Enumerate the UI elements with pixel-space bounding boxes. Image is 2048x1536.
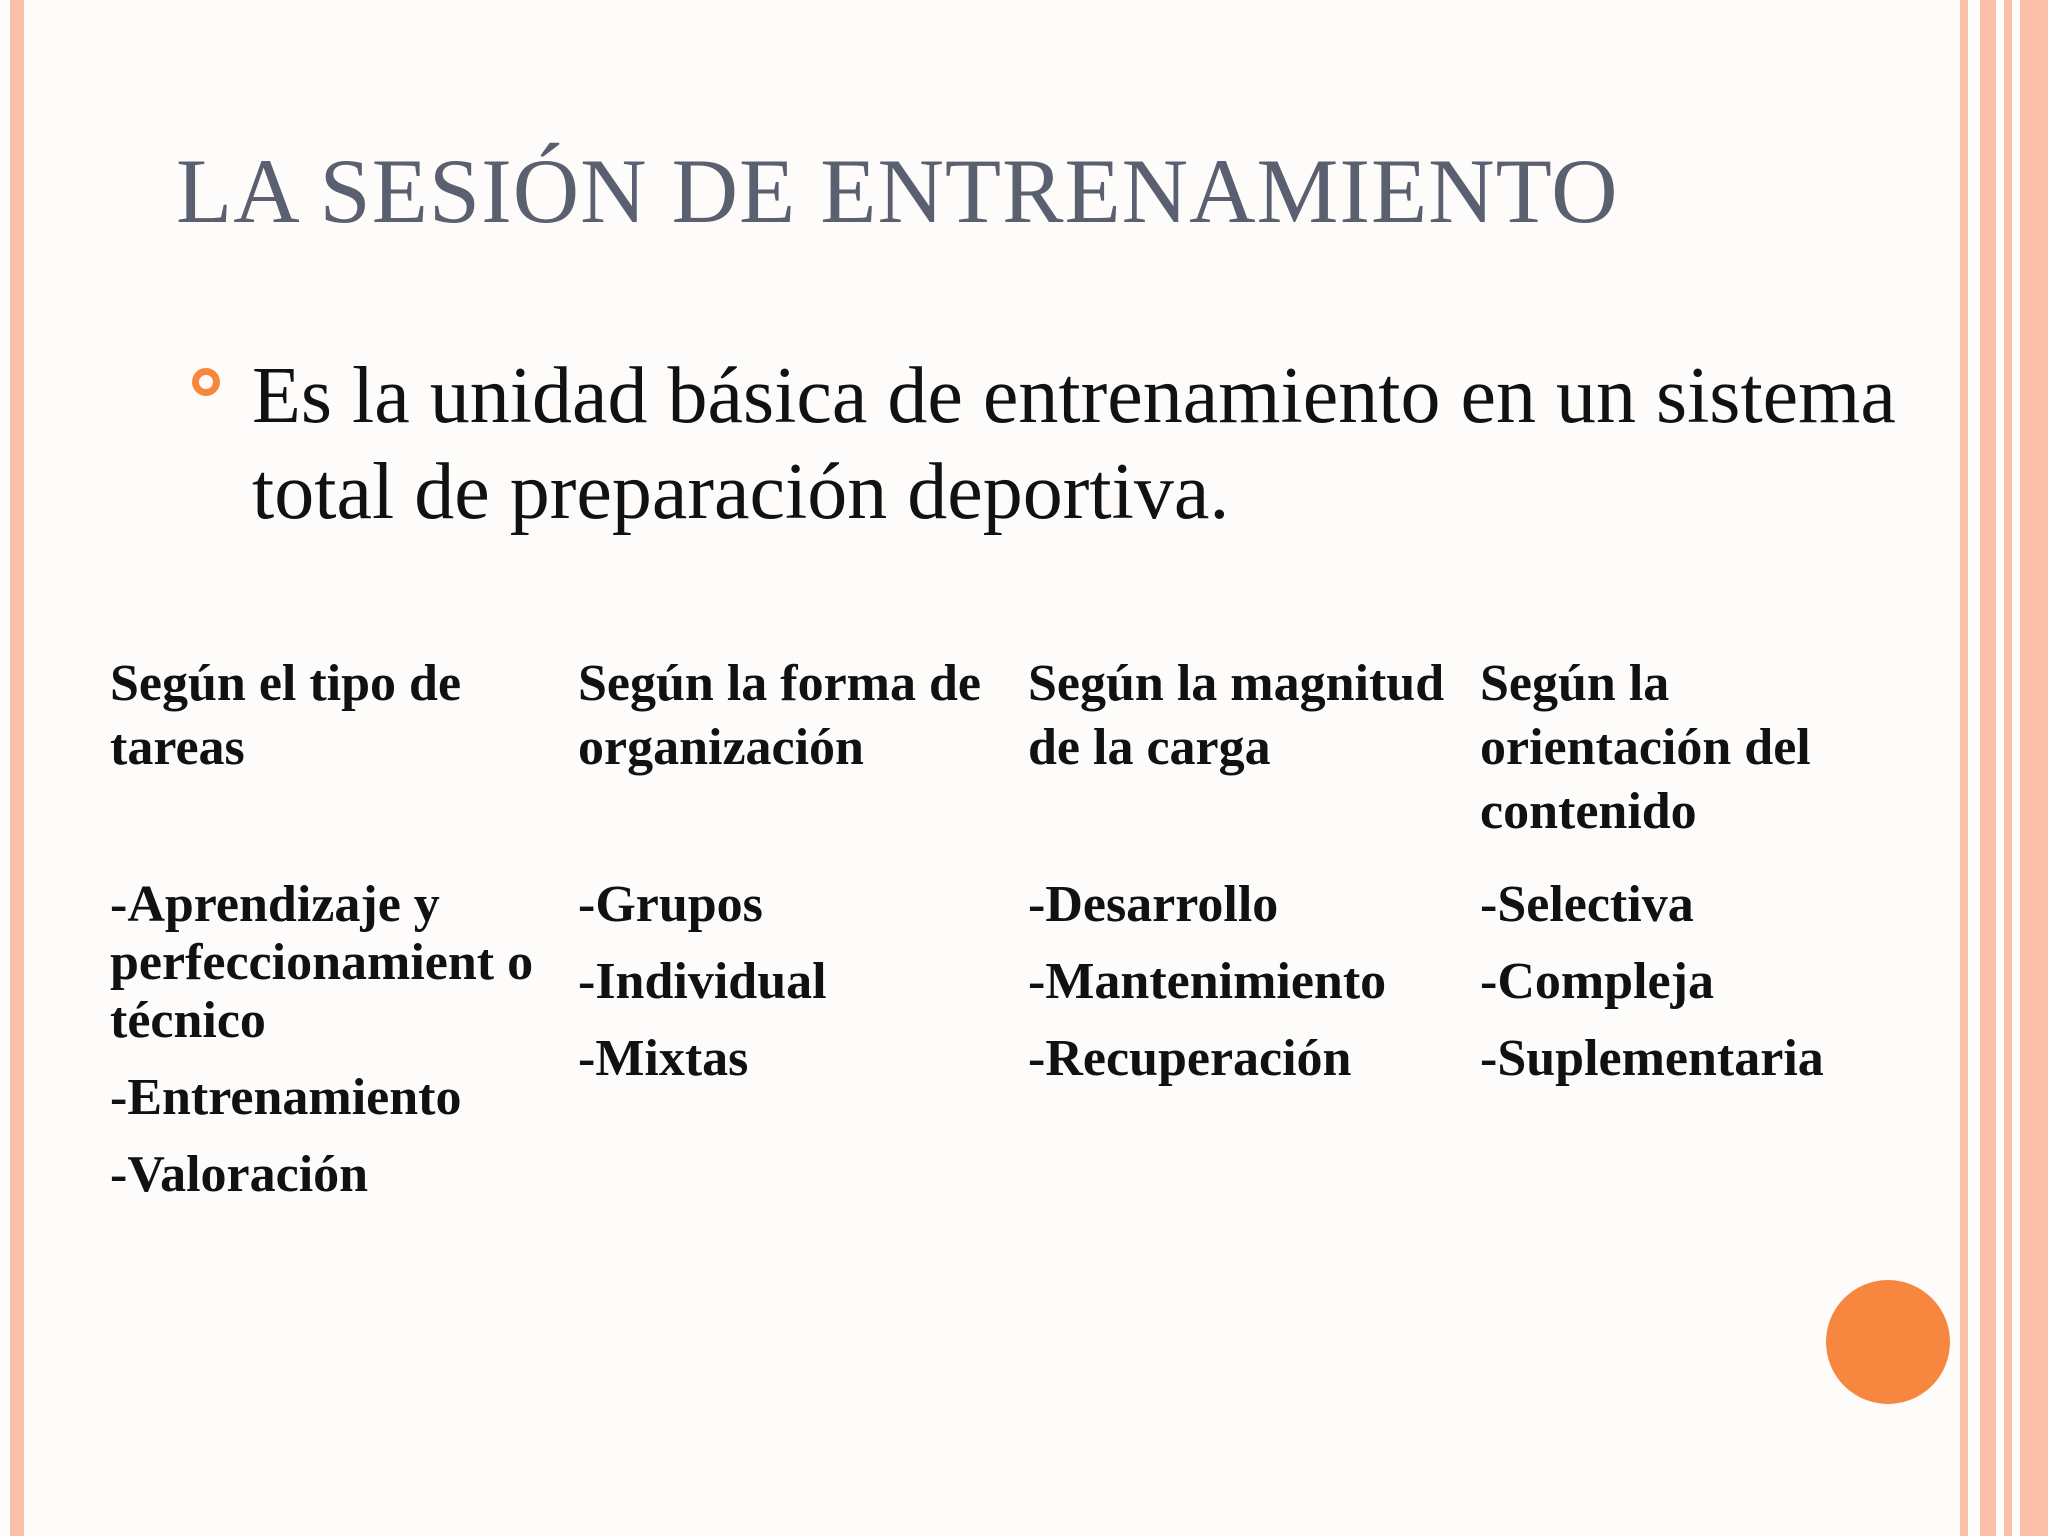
column-item: -Aprendizaje y perfeccionamient o técnico [110, 876, 534, 1049]
column-item: -Compleja [1480, 953, 1714, 1010]
column-heading: Según el tipo de tareas [110, 655, 462, 776]
column-task-type [110, 652, 550, 1223]
bullet-text: Es la unidad básica de entrenamiento en un sistema total de preparación deportiva. [252, 352, 1896, 536]
column-load-magnitude [1028, 652, 1458, 1107]
column-item: -Selectiva [1480, 876, 1694, 933]
column-item: -Recuperación [1028, 1030, 1352, 1087]
column-item: -Mantenimiento [1028, 953, 1387, 1010]
column-item: -Entrenamiento [110, 1069, 462, 1126]
ring-bullet-icon [192, 368, 220, 396]
column-item: -Individual [578, 953, 827, 1010]
column-item: -Valoración [110, 1146, 369, 1203]
column-item: -Mixtas [578, 1030, 749, 1087]
column-item: -Suplementaria [1480, 1030, 1824, 1087]
orange-circle-icon [1826, 1280, 1950, 1404]
column-heading: Según la orientación del contenido [1480, 655, 1811, 840]
slide-title: LA SESIÓN DE ENTRENAMIENTO [176, 140, 1619, 242]
column-item: -Desarrollo [1028, 876, 1279, 933]
column-heading: Según la magnitud de la carga [1028, 655, 1445, 776]
column-item: -Grupos [578, 876, 763, 933]
column-heading: Según la forma de organización [578, 655, 981, 776]
column-content-orientation [1480, 652, 1900, 1107]
classification-columns [0, 652, 2048, 1252]
column-organization [578, 652, 998, 1107]
